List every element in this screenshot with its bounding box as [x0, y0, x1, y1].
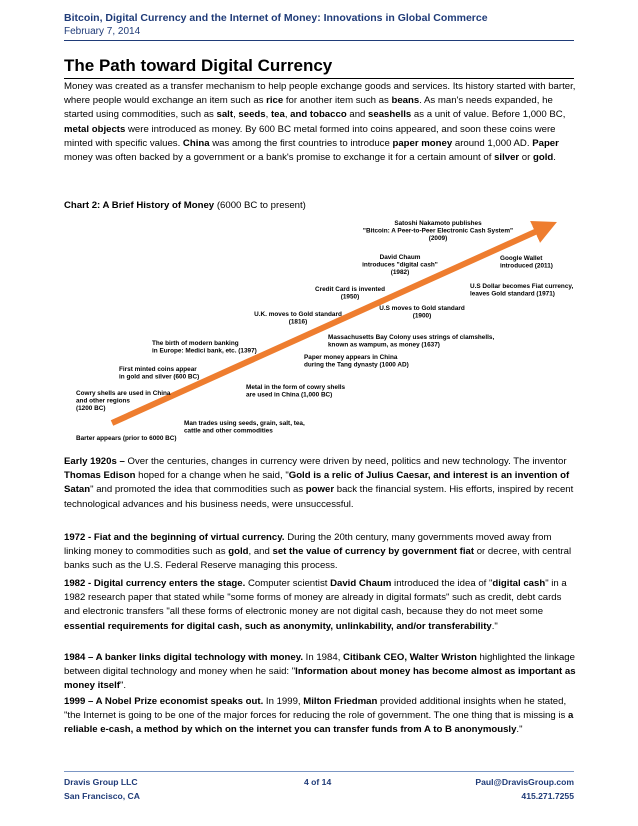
- bold-text: metal objects: [64, 123, 126, 135]
- bold-text: digital cash: [492, 578, 546, 589]
- text-run: . As man's needs expanded, he started using commodities, such as: [64, 95, 553, 121]
- bold-text: seeds: [238, 109, 266, 121]
- paragraph-1982: [64, 577, 576, 634]
- paragraph-1984: [64, 651, 576, 694]
- text-run: Over the centuries, changes in currency were driven by need, politics and new technology. The inventor: [127, 456, 567, 467]
- chart-caption-label: Chart 2: A Brief History of Money: [64, 200, 215, 211]
- chart-caption-range: (6000 BC to present): [214, 200, 306, 211]
- timeline-event-label: [76, 435, 177, 442]
- timeline-event-line: introduced (2011): [500, 262, 553, 270]
- text-run: back the financial system. His efforts, inspired by recent technological advances and his business needs, were unsuccessful.: [64, 484, 574, 510]
- bold-text: salt: [216, 109, 234, 121]
- timeline-event-line: David Chaum: [379, 254, 421, 261]
- bold-text: tea: [270, 109, 285, 121]
- footer-email[interactable]: Paul@DravisGroup.com: [475, 777, 574, 787]
- footer-company: Dravis Group LLC: [64, 777, 138, 787]
- timeline-event-line: U.S Dollar becomes Fiat currency,: [470, 283, 574, 290]
- bold-text: a reliable e-cash, a method by which on the internet you can transfer funds from A to B anonymously: [64, 710, 574, 736]
- timeline-event-label: [152, 340, 257, 354]
- timeline-event-label: [470, 283, 573, 297]
- timeline-event-line: Man trades using seeds, grain, salt, tea,: [184, 420, 305, 427]
- text-run: ,: [233, 109, 239, 121]
- timeline-event-line: (1950): [340, 293, 360, 301]
- chart-caption: [64, 200, 306, 211]
- timeline-event-line: leaves Gold standard (1971): [470, 290, 555, 298]
- bold-text: paper money: [392, 137, 453, 149]
- bold-text: 1982 - Digital currency enters the stage.: [64, 578, 246, 589]
- bold-text: gold: [228, 546, 249, 558]
- document-header-title: Bitcoin, Digital Currency and the Internet of Money: Innovations in Global Commerce: [64, 12, 488, 24]
- timeline-event-label: [328, 334, 494, 348]
- text-run: " in a 1982 research paper that stated while "some forms of money are already in digital formats" such as credit, debt cards and electronic transfers "all these forms of electronic money are not digital cash, because they do not meet some: [64, 578, 567, 618]
- text-run: around 1,000 AD.: [452, 137, 533, 149]
- bold-text: set the value of currency by government fiat: [272, 546, 475, 558]
- timeline-event-line: Barter appears (prior to 6000 BC): [76, 435, 177, 442]
- timeline-event-line: known as wampum, as money (1637): [328, 341, 440, 349]
- timeline-event-line: Credit Card is invented: [315, 286, 385, 293]
- money-history-chart: [74, 215, 574, 445]
- header-rule: [64, 40, 574, 41]
- timeline-event-line: Cowry shells are used in China: [76, 390, 171, 397]
- bold-text: and tobacco: [290, 109, 347, 121]
- text-run: were introduced as money. By 600 BC metal formed into coins appeared, and soon these coins were minted with specific values.: [64, 123, 556, 149]
- timeline-event-line: Satoshi Nakamoto publishes: [394, 220, 482, 227]
- bold-text: essential requirements for digital cash, such as anonymity, unlinkability, and/or transferability: [64, 620, 492, 632]
- text-run: and: [346, 109, 369, 121]
- text-run: provided additional insights when he stated, "the Internet is going to be one of the major forces for reducing the role of government. The one thing that is missing is: [64, 696, 568, 722]
- bold-text: China: [182, 137, 210, 149]
- text-run: was among the first countries to introduce: [209, 137, 393, 149]
- timeline-event-line: (1982): [390, 268, 410, 276]
- timeline-event-line: in Europe: Medici bank, etc. (1397): [152, 347, 257, 355]
- bold-text: 1972 - Fiat and the beginning of virtual currency.: [64, 532, 285, 543]
- text-run: Money was created as a transfer mechanism to help people exchange goods and services. Its history started with barter, where people would exchange an item such as: [64, 81, 576, 107]
- text-run: In 1999,: [263, 696, 304, 707]
- timeline-event-label: [119, 366, 199, 380]
- paragraph-early-1920s: [64, 455, 576, 512]
- timeline-event-line: during the Tang dynasty (1000 AD): [304, 361, 409, 369]
- text-run: ".: [119, 680, 127, 692]
- text-run: ,: [284, 109, 291, 121]
- timeline-event-label: [362, 254, 438, 276]
- timeline-event-line: Google Wallet: [500, 255, 543, 262]
- timeline-event-line: U.K. moves to Gold standard: [254, 311, 342, 318]
- text-run: .": [491, 620, 498, 632]
- timeline-event-label: [246, 384, 346, 398]
- bold-text: silver: [494, 152, 520, 164]
- footer-city: San Francisco, CA: [64, 791, 140, 801]
- text-run: for another item such as: [283, 95, 392, 107]
- timeline-event-line: (2009): [428, 234, 448, 242]
- bold-text: David Chaum: [330, 578, 392, 589]
- timeline-event-label: [304, 354, 409, 368]
- bold-text: rice: [266, 95, 284, 107]
- timeline-event-line: "Bitcoin: A Peer-to-Peer Electronic Cash System": [362, 227, 514, 235]
- section-title: The Path toward Digital Currency: [64, 56, 333, 75]
- bold-text: Paper: [532, 137, 559, 149]
- bold-text: Gold is a relic of Julius Caesar, and interest is an invention of Satan: [64, 470, 570, 496]
- timeline-event-line: Metal in the form of cowry shells: [246, 384, 346, 391]
- timeline-event-line: are used in China (1,000 BC): [246, 391, 333, 399]
- timeline-event-line: (1816): [288, 318, 308, 326]
- text-run: highlighted the linkage between digital technology and money when he said: ": [64, 652, 575, 678]
- bold-text: 1984 – A banker links digital technology with money.: [64, 652, 304, 663]
- bold-text: gold: [533, 152, 554, 164]
- bold-text: seashells: [368, 109, 412, 121]
- footer-page-number: 4 of 14: [304, 777, 332, 787]
- text-run: hoped for a change when he said, ": [135, 470, 289, 482]
- timeline-event-label: [315, 286, 385, 300]
- text-run: as a unit of value. Before 1,000 BC,: [411, 109, 566, 121]
- timeline-event-line: in gold and silver (600 BC): [119, 373, 200, 381]
- bold-text: Milton Friedman: [303, 696, 378, 707]
- timeline-event-line: Massachusetts Bay Colony uses strings of clamshells,: [328, 334, 495, 341]
- text-run: " and promoted the idea that commodities such as: [90, 484, 306, 496]
- bold-text: 1999 – A Nobel Prize economist speaks out.: [64, 696, 264, 707]
- text-run: .": [516, 724, 523, 736]
- text-run: Computer scientist: [245, 578, 331, 589]
- text-run: or decree, with central banks such as the U.S. Federal Reserve managing this process.: [64, 546, 572, 572]
- bold-text: Citibank CEO, Walter Wriston: [343, 652, 477, 663]
- intro-paragraph: [64, 80, 576, 165]
- timeline-event-line: U.S moves to Gold standard: [379, 305, 465, 312]
- text-run: , and: [248, 546, 273, 558]
- bold-text: Thomas Edison: [64, 470, 136, 482]
- text-run: money was often backed by a government or a bank's promise to exchange it for a certain amount of: [64, 152, 495, 164]
- text-run: In 1984,: [303, 652, 344, 663]
- timeline-event-line: (1900): [412, 312, 432, 320]
- footer-rule: [64, 771, 574, 772]
- timeline-event-line: cattle and other commodities: [184, 427, 273, 435]
- text-run: or: [519, 152, 534, 164]
- timeline-event-line: and other regions: [76, 397, 130, 405]
- timeline-event-line: introduces "digital cash": [362, 261, 438, 269]
- text-run: ,: [265, 109, 271, 121]
- paragraph-1972: [64, 531, 576, 574]
- document-header-date: February 7, 2014: [64, 26, 141, 37]
- text-run: During the 20th century, many governments moved away from linking money to commodities such as: [64, 532, 552, 558]
- bold-text: Information about money has become almost as important as money itself: [64, 666, 576, 692]
- text-run: .: [553, 152, 556, 164]
- text-run: introduced the idea of ": [391, 578, 493, 589]
- footer-phone: 415.271.7255: [521, 791, 574, 801]
- timeline-event-line: Paper money appears in China: [304, 354, 398, 361]
- timeline-event-line: The birth of modern banking: [152, 340, 239, 347]
- paragraph-1999: [64, 695, 576, 738]
- timeline-event-line: First minted coins appear: [119, 366, 197, 373]
- timeline-event-label: [500, 255, 553, 269]
- bold-text: beans: [391, 95, 420, 107]
- timeline-event-line: (1200 BC): [76, 404, 106, 412]
- timeline-event-label: [379, 305, 465, 319]
- bold-text: Early 1920s –: [64, 456, 128, 467]
- bold-text: power: [305, 484, 335, 496]
- timeline-event-label: [363, 220, 513, 242]
- timeline-event-label: [184, 420, 305, 434]
- section-title-rule: [64, 78, 574, 79]
